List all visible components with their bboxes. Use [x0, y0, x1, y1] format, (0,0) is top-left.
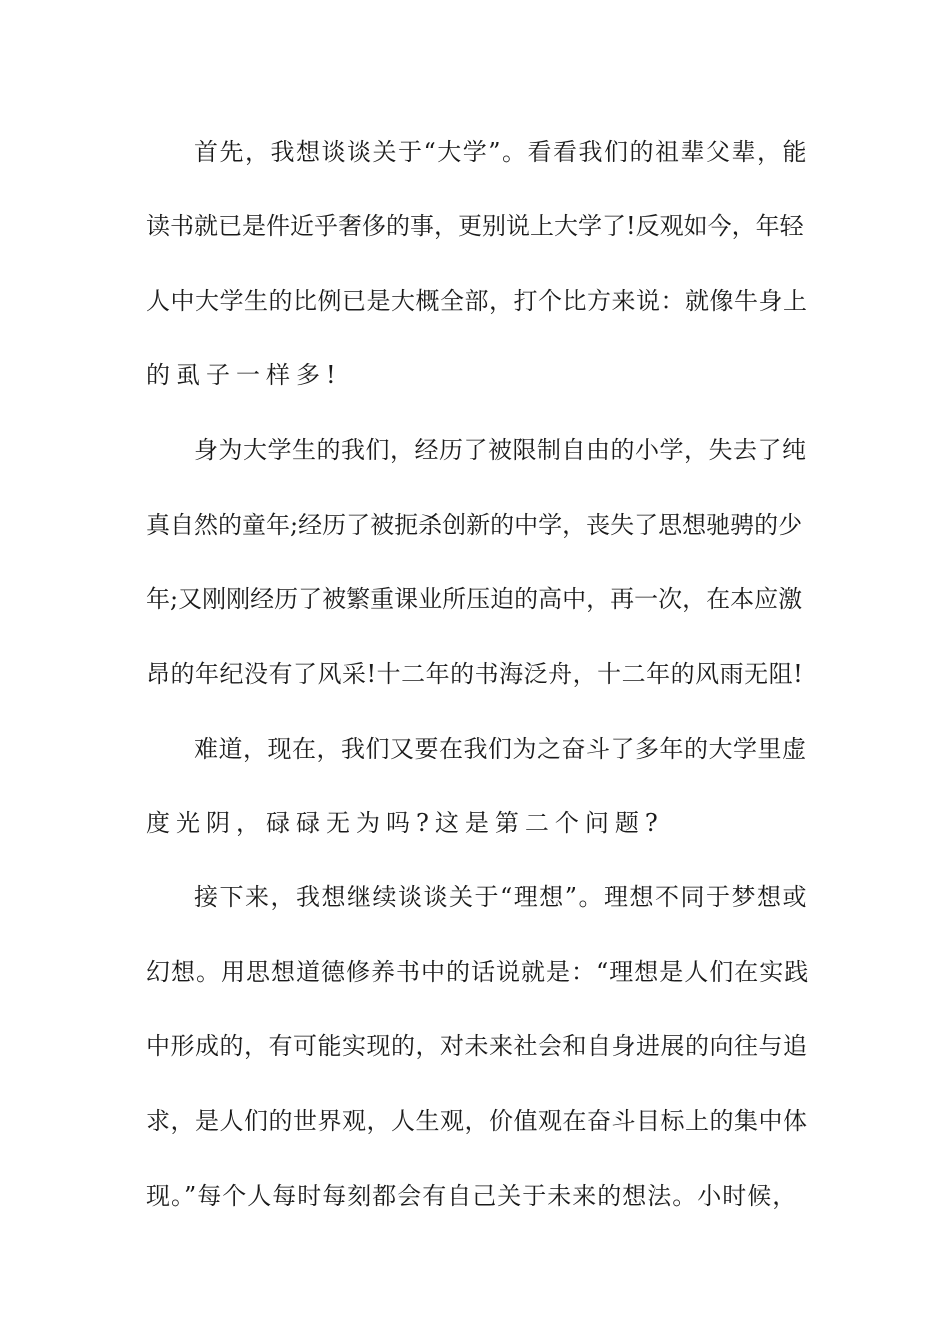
text-line: 年;又刚刚经历了被繁重课业所压迫的高中，再一次，在本应激 [146, 585, 803, 613]
text-line: 幻想。用思想道德修养书中的话说就是：“理想是人们在实践 [146, 958, 810, 986]
text-line: 昂的年纪没有了风采!十二年的书海泛舟，十二年的风雨无阻! [146, 660, 804, 688]
text-line: 难道，现在，我们又要在我们为之奋斗了多年的大学里虚 [194, 735, 807, 763]
text-line: 现。”每个人每时每刻都会有自己关于未来的想法。小时候， [146, 1182, 798, 1210]
text-line: 真自然的童年;经历了被扼杀创新的中学，丧失了思想驰骋的少 [146, 511, 803, 539]
text-line: 求，是人们的世界观，人生观，价值观在奋斗目标上的集中体 [146, 1107, 808, 1135]
text-line: 接下来，我想继续谈谈关于“理想”。理想不同于梦想或 [194, 883, 809, 911]
text-line: 读书就已是件近乎奢侈的事，更别说上大学了!反观如今，年轻 [146, 212, 804, 240]
text-line: 中形成的，有可能实现的，对未来社会和自身进展的向往与追 [146, 1032, 808, 1060]
text-line: 度光阴，碌碌无为吗?这是第二个问题? [146, 809, 664, 837]
text-line: 人中大学生的比例已是大概全部，打个比方来说：就像牛身上 [146, 287, 808, 315]
text-line: 首先，我想谈谈关于“大学”。看看我们的祖辈父辈，能 [194, 138, 809, 166]
text-line: 的虱子一样多! [146, 361, 342, 389]
text-line: 身为大学生的我们，经历了被限制自由的小学，失去了纯 [194, 436, 807, 464]
